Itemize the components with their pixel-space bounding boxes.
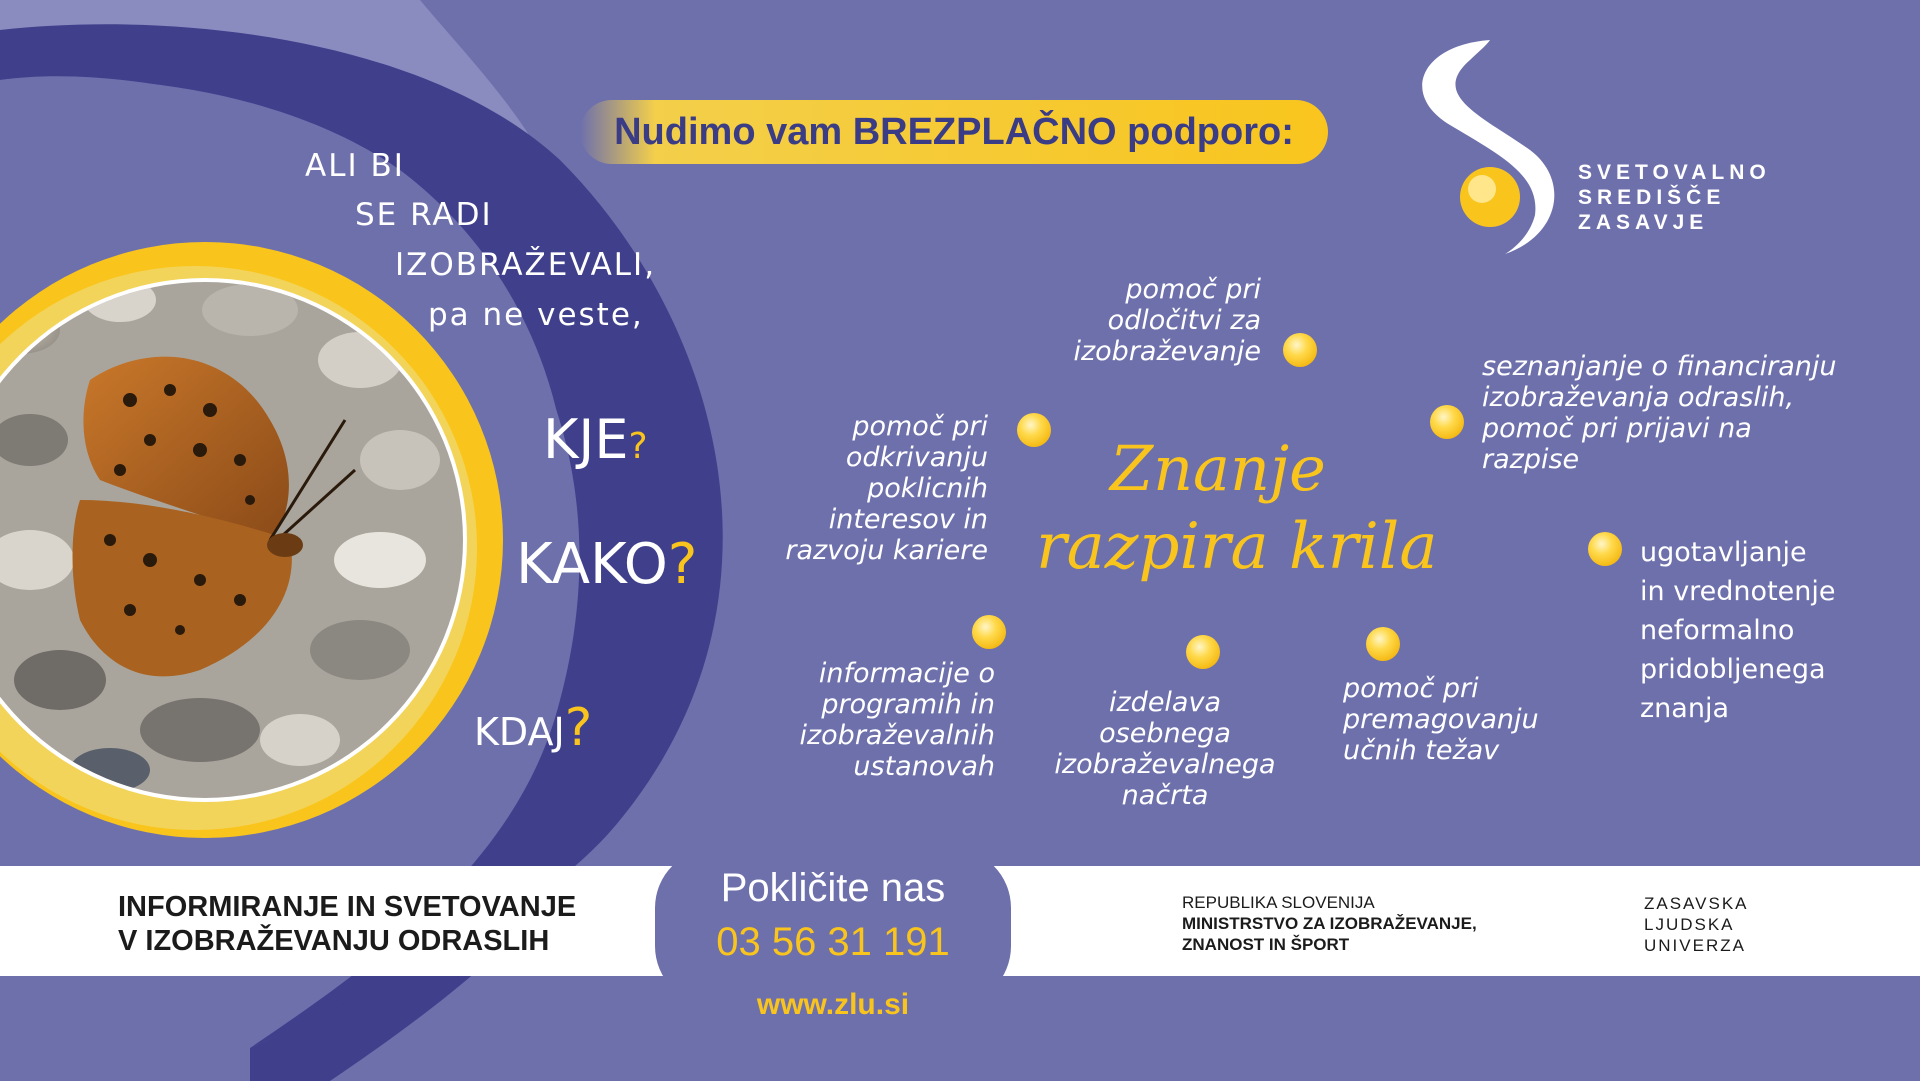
service-line: učnih težav	[1343, 735, 1500, 766]
logo-line-1: SVETOVALNO	[1578, 161, 1771, 184]
question-kje	[543, 408, 648, 471]
footer-title-line-2: V IZOBRAŽEVANJU ODRASLIH	[118, 925, 550, 957]
service-line: ustanovah	[853, 751, 995, 782]
service-financiranje	[1482, 351, 1837, 475]
question-kje-text: KJE	[543, 408, 629, 471]
service-odlocitev	[1036, 274, 1261, 367]
question-kdaj	[474, 698, 592, 758]
service-line: neformalno	[1640, 615, 1795, 646]
service-line: izobraževanja odraslih,	[1482, 382, 1795, 413]
logo-line-2: SREDIŠČE	[1578, 186, 1726, 209]
headline-pill	[580, 100, 1328, 164]
service-line: odločitvi za	[1107, 305, 1261, 336]
zlu-line-3: UNIVERZA	[1644, 936, 1746, 955]
phone-number[interactable]: 03 56 31 191	[716, 920, 950, 964]
ministry-line-2: MINISTRSTVO ZA IZOBRAŽEVANJE,	[1182, 914, 1477, 933]
service-line: programih in	[821, 689, 995, 720]
zlu-wordmark	[1644, 893, 1749, 956]
service-line: pridobljenega	[1640, 654, 1826, 685]
logo-wordmark	[1578, 160, 1771, 235]
call-label: Pokličite nas	[720, 866, 946, 910]
ministry-line-3: ZNANOST IN ŠPORT	[1182, 935, 1350, 954]
service-line: izobraževanje	[1073, 336, 1261, 367]
service-line: seznanjanje o financiranju	[1482, 351, 1837, 382]
slogan-line-1: Znanje	[1110, 432, 1326, 505]
service-kariera	[760, 411, 988, 566]
service-line: znanja	[1640, 693, 1729, 724]
service-line: interesov in	[828, 504, 988, 535]
question-line-2: SE RADI	[355, 197, 493, 233]
service-line: odkrivanju	[845, 442, 988, 473]
service-line: pomoč pri prijavi na	[1482, 413, 1752, 444]
service-line: razpise	[1482, 444, 1580, 475]
logo-line-3: ZASAVJE	[1578, 211, 1709, 234]
service-line: ugotavljanje	[1640, 537, 1807, 568]
zlu-line-1: ZASAVSKA	[1644, 894, 1749, 913]
bullet-dot	[1588, 532, 1622, 566]
service-line: pomoč pri	[1343, 673, 1479, 704]
question-line-3: IZOBRAŽEVALI,	[395, 247, 657, 283]
question-kako-text: KAKO	[516, 532, 668, 597]
service-tezave	[1343, 673, 1539, 766]
service-line: osebnega	[1099, 718, 1231, 749]
footer-title-line-1: INFORMIRANJE IN SVETOVANJE	[118, 891, 577, 923]
service-informacije	[770, 658, 995, 782]
bullet-dot	[1017, 413, 1051, 447]
bullet-dot	[972, 615, 1006, 649]
service-line: in vrednotenje	[1640, 576, 1836, 607]
question-line-1: ALI BI	[305, 148, 405, 184]
service-line: premagovanju	[1343, 704, 1539, 735]
question-mark: ?	[564, 698, 593, 758]
service-line: pomoč pri	[1125, 274, 1261, 305]
service-line: izdelava	[1109, 687, 1221, 718]
service-line: informacije o	[818, 658, 995, 689]
service-line: razvoju kariere	[785, 535, 988, 566]
website-link[interactable]: www.zlu.si	[756, 988, 910, 1021]
footer-title	[118, 890, 576, 958]
question-line-4: pa ne veste,	[428, 297, 644, 333]
bullet-dot	[1186, 635, 1220, 669]
service-line: izobraževalnih	[799, 720, 995, 751]
bullet-dot	[1430, 405, 1464, 439]
ministry-line-1: REPUBLIKA SLOVENIJA	[1182, 893, 1375, 912]
headline: Nudimo vam BREZPLAČNO podporo:	[614, 110, 1294, 153]
question-kako	[516, 532, 698, 597]
service-line: poklicnih	[867, 473, 988, 504]
question-kdaj-text: KDAJ	[474, 710, 565, 754]
zlu-line-2: LJUDSKA	[1644, 915, 1735, 934]
slogan-line-2: razpira krila	[1036, 510, 1438, 584]
service-line: pomoč pri	[852, 411, 988, 442]
bullet-dot	[1366, 627, 1400, 661]
service-neformalno	[1640, 533, 1836, 728]
question-mark: ?	[628, 426, 648, 467]
service-line: načrta	[1121, 780, 1209, 811]
ministry-text	[1182, 892, 1477, 955]
service-nacrt	[1040, 687, 1290, 811]
service-line: izobraževalnega	[1054, 749, 1276, 780]
bullet-dot	[1283, 333, 1317, 367]
question-mark: ?	[667, 532, 698, 597]
